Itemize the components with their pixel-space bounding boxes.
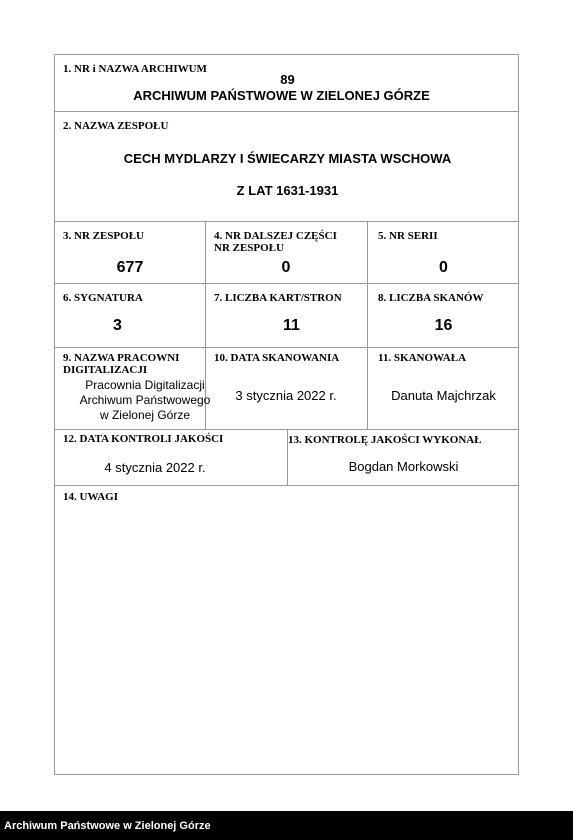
row-divider xyxy=(55,347,518,348)
fonds-name-line1: CECH MYDLARZY I ŚWIECARZY MIASTA WSCHOWA xyxy=(123,151,452,166)
archive-label: 1. NR i NAZWA ARCHIWUM xyxy=(63,63,207,75)
series-number-label: 5. NR SERII xyxy=(378,230,438,242)
archive-name: ARCHIWUM PAŃSTWOWE W ZIELONEJ GÓRZE xyxy=(133,88,430,103)
scanned-by-label: 11. SKANOWAŁA xyxy=(378,352,467,364)
qc-date-value: 4 stycznia 2022 r. xyxy=(104,460,206,475)
row-divider xyxy=(55,283,518,284)
fonds-number-label: 3. NR ZESPOŁU xyxy=(63,230,144,242)
row-divider xyxy=(55,221,518,222)
footer-bar xyxy=(0,811,573,840)
digitization-lab-value-3: w Zielonej Górze xyxy=(99,408,191,422)
series-number-value: 0 xyxy=(439,259,448,276)
notes-label: 14. UWAGI xyxy=(63,491,119,503)
digitization-lab-value-2: Archiwum Państwowego xyxy=(79,393,211,407)
qc-by-label: 13. KONTROLĘ JAKOŚCI WYKONAŁ xyxy=(288,434,482,446)
qc-by-value: Bogdan Morkowski xyxy=(348,459,459,474)
scan-date-value: 3 stycznia 2022 r. xyxy=(235,388,337,403)
footer-text: Archiwum Państwowe w Zielonej Górze xyxy=(4,820,211,832)
archive-number: 89 xyxy=(280,72,295,87)
signature-value: 3 xyxy=(113,317,122,334)
fonds-name-line2: Z LAT 1631-1931 xyxy=(236,183,339,198)
fonds-name-label: 2. NAZWA ZESPOŁU xyxy=(63,120,169,132)
scans-count-label: 8. LICZBA SKANÓW xyxy=(378,292,484,304)
digitization-lab-label: 9. NAZWA PRACOWNI xyxy=(63,352,180,364)
fonds-number-value: 677 xyxy=(116,259,144,276)
subpart-number-label-2: NR ZESPOŁU xyxy=(214,242,284,254)
digitization-lab-label-2: DIGITALIZACJI xyxy=(63,364,148,376)
pages-count-label: 7. LICZBA KART/STRON xyxy=(214,292,342,304)
row-divider xyxy=(55,485,518,486)
subpart-number-value: 0 xyxy=(281,259,291,276)
scan-date-label: 10. DATA SKANOWANIA xyxy=(214,352,340,364)
digitization-lab-value-1: Pracownia Digitalizacji xyxy=(85,378,205,392)
metadata-form xyxy=(54,54,519,775)
qc-date-label: 12. DATA KONTROLI JAKOŚCI xyxy=(63,433,224,445)
pages-count-value: 11 xyxy=(283,317,300,334)
row-divider xyxy=(55,111,518,112)
scans-count-value: 16 xyxy=(434,317,453,334)
signature-label: 6. SYGNATURA xyxy=(63,292,143,304)
subpart-number-label: 4. NR DALSZEJ CZĘŚCI xyxy=(214,230,337,242)
scanned-by-value: Danuta Majchrzak xyxy=(391,388,496,403)
